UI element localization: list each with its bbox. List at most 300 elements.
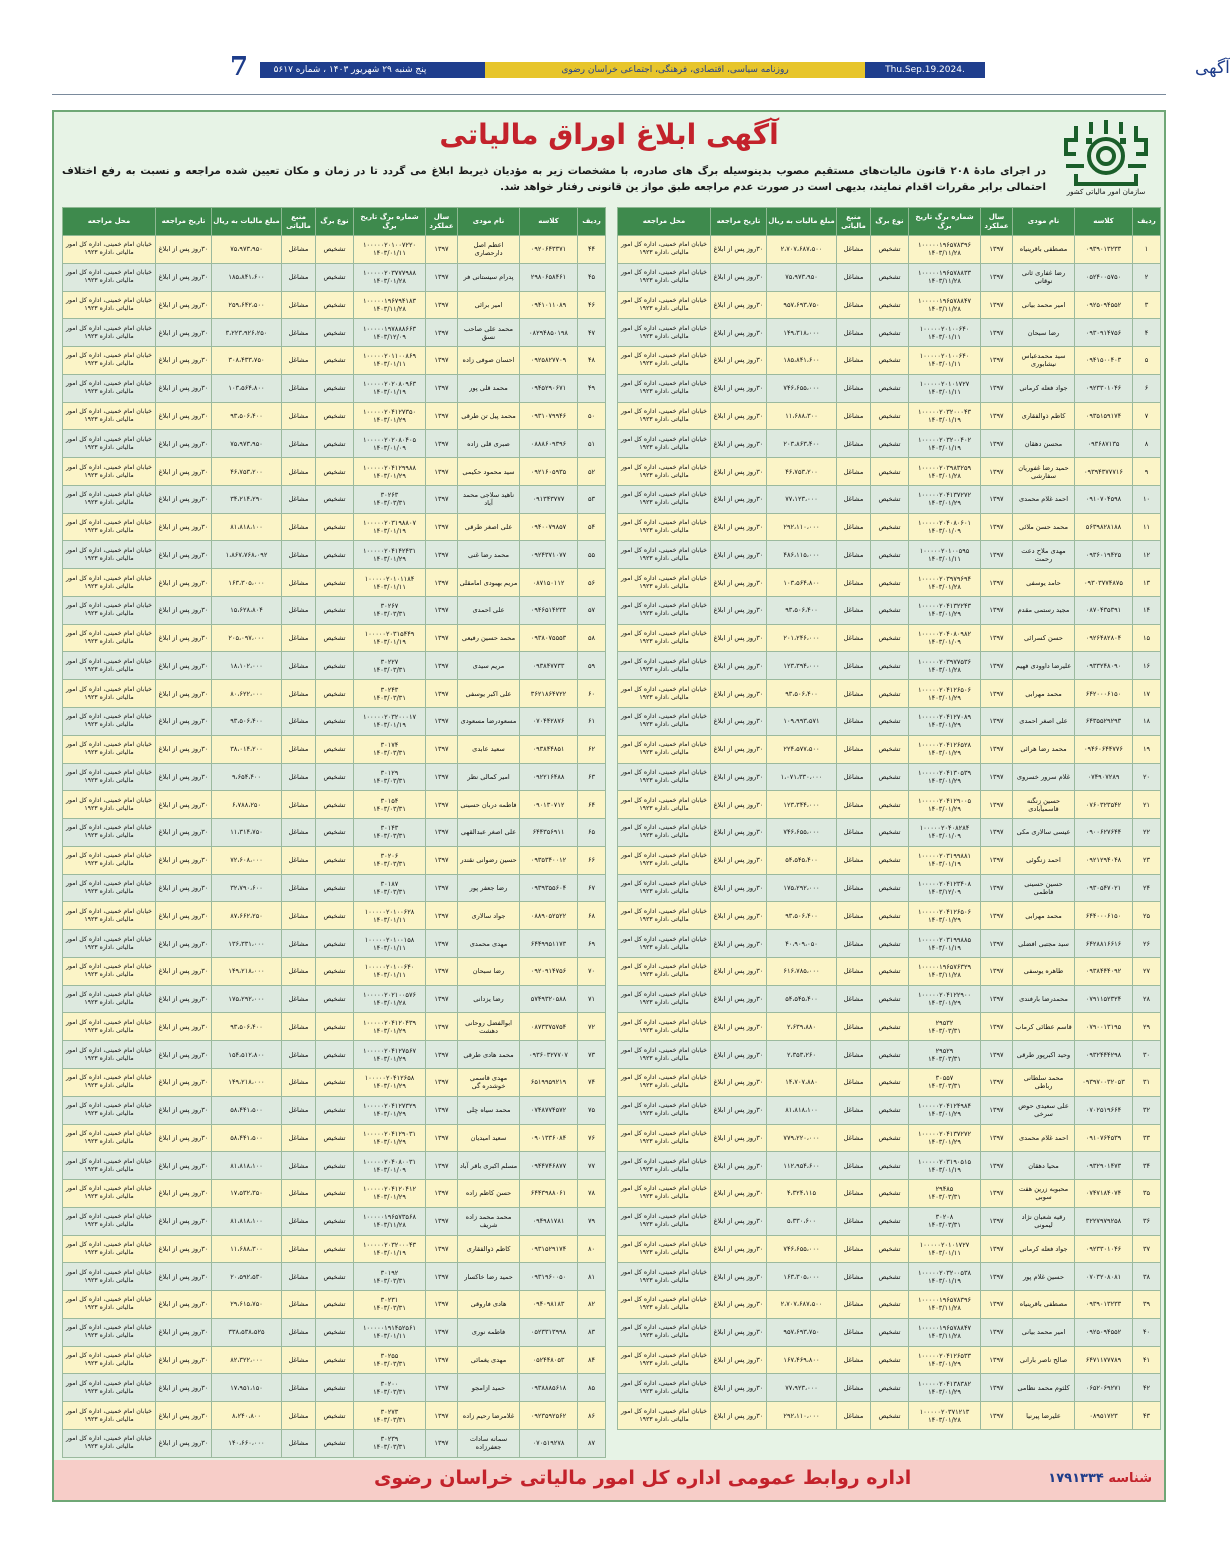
case-number: ۰۹۲۶۴۸۲۸۰۴ [1075, 624, 1133, 652]
fiscal-year: ۱۳۹۷ [981, 680, 1013, 708]
sheet-number: ۳۰۱۹۲ ۱۴۰۳/۰۳/۳۱ [354, 1263, 426, 1291]
sheet-type: تشخیص [316, 236, 354, 264]
table-row [63, 1263, 606, 1291]
visit-date: ۳۰روز پس از ابلاغ [156, 652, 212, 680]
fiscal-year: ۱۳۹۷ [426, 652, 458, 680]
tax-source: مشاغل [282, 1346, 316, 1374]
visit-date: ۳۰روز پس از ابلاغ [156, 458, 212, 486]
sheet-type: تشخیص [316, 1318, 354, 1346]
tax-amount: ۷۷،۹۲۳،۰۰۰ [767, 1374, 837, 1402]
visit-location: خیابان امام خمینی، اداره کل امور مالیاتی ،اداره ۱۹۲۳ [618, 791, 711, 819]
sheet-type: تشخیص [871, 569, 909, 597]
sheet-type: تشخیص [316, 319, 354, 347]
taxpayer-name: حسین رضوانی نقندر [458, 846, 520, 874]
taxpayer-name: علی احمدی [458, 596, 520, 624]
tax-source: مشاغل [837, 1374, 871, 1402]
sheet-number: ۱۰۰۰۰۰۲۰۱۰۰۱۵۸ ۱۴۰۳/۰۱/۱۱ [354, 930, 426, 958]
sheet-type: تشخیص [316, 1207, 354, 1235]
taxpayer-name: محمد حسین رفیعی [458, 624, 520, 652]
sheet-number: ۱۰۰۰۰۰۲۰۱۰۰۶۴۰ ۱۴۰۳/۰۱/۱۱ [909, 319, 981, 347]
sheet-number: ۱۰۰۰۰۰۲۰۴۱۲۷۰۸۹ ۱۴۰۳/۰۱/۲۹ [909, 708, 981, 736]
sheet-type: تشخیص [316, 1346, 354, 1374]
sheet-number: ۳۰۲۲۷ ۱۴۰۳/۰۳/۳۱ [354, 652, 426, 680]
table-row [618, 374, 1161, 402]
table-header [63, 208, 606, 236]
taxpayer-name: سعید امیدیان [458, 1124, 520, 1152]
table-body [63, 236, 606, 1458]
visit-location: خیابان امام خمینی، اداره کل امور مالیاتی ،اداره ۱۹۲۳ [63, 930, 156, 958]
tax-amount: ۸۲،۳۲۲،۰۰۰ [212, 1346, 282, 1374]
visit-location: خیابان امام خمینی، اداره کل امور مالیاتی ،اداره ۱۹۲۳ [618, 291, 711, 319]
tax-amount: ۴۶،۷۵۳،۲۰۰ [212, 458, 282, 486]
sheet-number: ۱۰۰۰۰۰۲۰۱۰۱۷۲۷ ۱۴۰۳/۰۱/۱۱ [909, 374, 981, 402]
table-row [618, 791, 1161, 819]
visit-location: خیابان امام خمینی، اداره کل امور مالیاتی ،اداره ۱۹۲۳ [618, 763, 711, 791]
table-row [618, 291, 1161, 319]
sheet-number: ۱۰۰۰۰۰۲۰۴۱۴۲۴۳۱ ۱۴۰۳/۰۱/۲۹ [354, 541, 426, 569]
table-row [618, 319, 1161, 347]
case-number: ۰۶۵۲۰۶۹۲۷۱ [1075, 1374, 1133, 1402]
sheet-number: ۱۰۰۰۰۰۱۹۶۵۷۸۳۹۶ ۱۴۰۳/۱۱/۲۸ [909, 236, 981, 264]
tax-source: مشاغل [282, 1263, 316, 1291]
table-row [63, 874, 606, 902]
sheet-type: تشخیص [316, 1013, 354, 1041]
visit-location: خیابان امام خمینی، اداره کل امور مالیاتی ،اداره ۱۹۲۳ [618, 1374, 711, 1402]
case-number: ۰۹۲۵۰۹۴۵۵۲ [1075, 1318, 1133, 1346]
tax-amount: ۸۱،۸۱۸،۱۰۰ [212, 1152, 282, 1180]
taxpayer-name: فاطمه نوری [458, 1318, 520, 1346]
case-number: ۰۹۰۱۳۳۶۰۸۴ [520, 1124, 578, 1152]
taxpayer-name: حسن کسرائی [1013, 624, 1075, 652]
row-number: ۷۱ [578, 985, 606, 1013]
tax-amount: ۶،۷۸۸،۲۵۰ [212, 791, 282, 819]
table-row [618, 624, 1161, 652]
sheet-number: ۱۰۰۰۰۰۲۰۴۱۲۰۴۱۲ ۱۴۰۳/۰۱/۲۹ [354, 1180, 426, 1208]
visit-location: خیابان امام خمینی، اداره کل امور مالیاتی ،اداره ۱۹۲۳ [63, 1041, 156, 1069]
row-number: ۳۸ [1133, 1263, 1161, 1291]
sheet-number: ۱۰۰۰۰۰۲۰۴۱۲۶۵۰۶ ۱۴۰۳/۰۱/۲۹ [909, 902, 981, 930]
fiscal-year: ۱۳۹۷ [426, 791, 458, 819]
visit-location: خیابان امام خمینی، اداره کل امور مالیاتی ،اداره ۱۹۲۳ [618, 402, 711, 430]
visit-date: ۳۰روز پس از ابلاغ [711, 1346, 767, 1374]
sheet-type: تشخیص [316, 402, 354, 430]
sheet-type: تشخیص [871, 1374, 909, 1402]
visit-date: ۳۰روز پس از ابلاغ [156, 624, 212, 652]
tax-amount: ۷۴۶،۶۵۵،۰۰۰ [767, 819, 837, 847]
taxpayer-name: جواد سالاری [458, 902, 520, 930]
row-number: ۷۲ [578, 1013, 606, 1041]
taxpayer-name: امیر محمد بیانی [1013, 291, 1075, 319]
tax-source: مشاغل [282, 458, 316, 486]
tax-amount: ۷۵،۹۷۳،۹۵۰ [212, 236, 282, 264]
visit-date: ۳۰روز پس از ابلاغ [711, 930, 767, 958]
table-row [618, 569, 1161, 597]
visit-date: ۳۰روز پس از ابلاغ [711, 1180, 767, 1208]
sheet-number: ۱۰۰۰۰۰۲۰۴۱۲۷۳۵۰ ۱۴۰۳/۰۱/۲۹ [354, 402, 426, 430]
tax-source: مشاغل [282, 541, 316, 569]
visit-location: خیابان امام خمینی، اداره کل امور مالیاتی ،اداره ۱۹۲۳ [63, 957, 156, 985]
tax-amount: ۱۵۴،۵۱۲،۸۰۰ [212, 1041, 282, 1069]
tax-source: مشاغل [282, 596, 316, 624]
fiscal-year: ۱۳۹۷ [426, 430, 458, 458]
tax-source: مشاغل [837, 596, 871, 624]
case-number: ۰۹۲۴۳۷۱۰۷۷ [520, 541, 578, 569]
tax-source: مشاغل [837, 1124, 871, 1152]
taxpayer-name: محیا دهقان [1013, 1152, 1075, 1180]
visit-date: ۳۰روز پس از ابلاغ [711, 985, 767, 1013]
case-number: ۶۴۳۵۵۲۹۲۹۳ [1075, 708, 1133, 736]
table-row [618, 652, 1161, 680]
column-header: تاریخ مراجعه [156, 208, 212, 236]
taxpayer-name: محمد مهرابی [1013, 902, 1075, 930]
tax-source: مشاغل [837, 1318, 871, 1346]
row-number: ۴ [1133, 319, 1161, 347]
case-number: ۰۹۲۳۳۰۱۰۴۶ [1075, 374, 1133, 402]
taxpayer-name: حسین زنگنه قاسمیآبادی [1013, 791, 1075, 819]
visit-date: ۳۰روز پس از ابلاغ [156, 1291, 212, 1319]
visit-date: ۳۰روز پس از ابلاغ [156, 708, 212, 736]
visit-date: ۳۰روز پس از ابلاغ [711, 791, 767, 819]
case-number: ۰۷۰۵۱۹۲۷۸ [520, 1429, 578, 1457]
sheet-type: تشخیص [871, 513, 909, 541]
visit-date: ۳۰روز پس از ابلاغ [156, 1429, 212, 1457]
row-number: ۶۱ [578, 708, 606, 736]
fiscal-year: ۱۳۹۷ [981, 985, 1013, 1013]
row-number: ۴۶ [578, 291, 606, 319]
fiscal-year: ۱۳۹۷ [981, 1041, 1013, 1069]
visit-date: ۳۰روز پس از ابلاغ [156, 485, 212, 513]
tax-source: مشاغل [282, 1318, 316, 1346]
footer-signature: اداره روابط عمومی اداره کل امور مالیاتی خراسان رضوی [374, 1467, 912, 1489]
fiscal-year: ۱۳۹۷ [981, 930, 1013, 958]
sheet-type: تشخیص [316, 569, 354, 597]
tax-amount: ۸۱،۸۱۸،۱۰۰ [212, 513, 282, 541]
tax-amount: ۳۰۸،۴۳۳،۷۵۰ [212, 347, 282, 375]
taxpayer-name: اعظم اصل دارحصاری [458, 236, 520, 264]
taxpayer-name: سید مجتبی افضلی [1013, 930, 1075, 958]
visit-date: ۳۰روز پس از ابلاغ [156, 291, 212, 319]
case-number: ۰۹۳۸۸۸۵۶۱۸ [520, 1374, 578, 1402]
row-number: ۷۹ [578, 1207, 606, 1235]
sheet-type: تشخیص [871, 291, 909, 319]
sheet-number: ۱۰۰۰۰۰۲۰۳۹۸۳۲۵۹ ۱۴۰۳/۰۱/۲۸ [909, 458, 981, 486]
visit-date: ۳۰روز پس از ابلاغ [711, 1013, 767, 1041]
taxpayer-name: مهدی یغمائی [458, 1346, 520, 1374]
row-number: ۹ [1133, 458, 1161, 486]
tax-source: مشاغل [837, 1346, 871, 1374]
fiscal-year: ۱۳۹۷ [981, 1124, 1013, 1152]
visit-location: خیابان امام خمینی، اداره کل امور مالیاتی ،اداره ۱۹۲۳ [618, 569, 711, 597]
taxpayer-name: محسن دهقان [1013, 430, 1075, 458]
row-number: ۵۲ [578, 458, 606, 486]
row-number: ۳۵ [1133, 1180, 1161, 1208]
case-number: ۰۹۴۱۰۱۱۰۸۹ [520, 291, 578, 319]
visit-location: خیابان امام خمینی، اداره کل امور مالیاتی ،اداره ۱۹۲۳ [618, 541, 711, 569]
taxpayer-name: علی اصغر طرقی [458, 513, 520, 541]
visit-location: خیابان امام خمینی، اداره کل امور مالیاتی ،اداره ۱۹۲۳ [63, 1318, 156, 1346]
visit-date: ۳۰روز پس از ابلاغ [156, 319, 212, 347]
row-number: ۲۵ [1133, 902, 1161, 930]
visit-location: خیابان امام خمینی، اداره کل امور مالیاتی ،اداره ۱۹۲۳ [63, 1152, 156, 1180]
row-number: ۳ [1133, 291, 1161, 319]
table-row [63, 1291, 606, 1319]
row-number: ۱۱ [1133, 513, 1161, 541]
taxpayer-name: علی اکبر یوسفی [458, 680, 520, 708]
table-row [63, 513, 606, 541]
sheet-number: ۱۰۰۰۰۰۲۰۴۰۸۰۶۰۱ ۱۴۰۳/۰۱/۰۹ [909, 513, 981, 541]
fiscal-year: ۱۳۹۷ [981, 291, 1013, 319]
row-number: ۲۹ [1133, 1013, 1161, 1041]
sheet-number: ۱۰۰۰۰۰۲۰۴۰۸۰۰۳۱ ۱۴۰۳/۰۱/۰۹ [354, 1152, 426, 1180]
fiscal-year: ۱۳۹۷ [981, 374, 1013, 402]
sheet-type: تشخیص [871, 1096, 909, 1124]
visit-location: خیابان امام خمینی، اداره کل امور مالیاتی ،اداره ۱۹۲۳ [63, 1096, 156, 1124]
sheet-type: تشخیص [316, 874, 354, 902]
case-number: ۰۹۳۹۷۰۰۳۲۰۵۳ [1075, 1068, 1133, 1096]
visit-location: خیابان امام خمینی، اداره کل امور مالیاتی ،اداره ۱۹۲۳ [63, 1180, 156, 1208]
taxpayer-name: احمد زنگوئی [1013, 846, 1075, 874]
fiscal-year: ۱۳۹۷ [426, 1180, 458, 1208]
notice-title: آگهی ابلاغ اوراق مالیاتی [439, 118, 779, 151]
fiscal-year: ۱۳۹۷ [426, 291, 458, 319]
tax-amount: ۷۷،۱۲۳،۰۰۰ [767, 485, 837, 513]
sheet-number: ۱۰۰۰۰۰۱۹۶۵۷۸۸۴۷ ۱۴۰۳/۱۱/۲۸ [909, 291, 981, 319]
fiscal-year: ۱۳۹۷ [426, 1402, 458, 1430]
visit-date: ۳۰روز پس از ابلاغ [711, 236, 767, 264]
fiscal-year: ۱۳۹۷ [426, 763, 458, 791]
tax-amount: ۳،۲۲۳،۹۲۶،۲۵۰ [212, 319, 282, 347]
fiscal-year: ۱۳۹۷ [981, 1068, 1013, 1096]
visit-location: خیابان امام خمینی، اداره کل امور مالیاتی ،اداره ۱۹۲۳ [63, 708, 156, 736]
sheet-number: ۱۰۰۰۰۰۲۰۳۱۹۹۸۸۱ ۱۴۰۳/۰۱/۱۹ [909, 846, 981, 874]
fiscal-year: ۱۳۹۷ [981, 1318, 1013, 1346]
case-number: ۰۹۳۹۴۳۷۷۷۱۶ [1075, 458, 1133, 486]
sheet-number: ۱۰۰۰۰۰۲۰۳۲۰۰۰۴۳ ۱۴۰۳/۰۱/۱۹ [909, 402, 981, 430]
visit-location: خیابان امام خمینی، اداره کل امور مالیاتی ،اداره ۱۹۲۳ [63, 596, 156, 624]
row-number: ۶۴ [578, 791, 606, 819]
taxpayer-name: جواد فعله کرمانی [1013, 374, 1075, 402]
visit-location: خیابان امام خمینی، اداره کل امور مالیاتی ،اداره ۱۹۲۳ [618, 596, 711, 624]
visit-location: خیابان امام خمینی، اداره کل امور مالیاتی ،اداره ۱۹۲۳ [63, 1013, 156, 1041]
tax-source: مشاغل [837, 1291, 871, 1319]
tax-amount: ۲۹۲،۱۱۰،۰۰۰ [767, 513, 837, 541]
taxpayer-name: رضا سبحان [1013, 319, 1075, 347]
row-number: ۶۶ [578, 846, 606, 874]
tax-amount: ۲،۶۳۹،۸۸۰ [767, 1013, 837, 1041]
visit-location: خیابان امام خمینی، اداره کل امور مالیاتی ،اداره ۱۹۲۳ [618, 874, 711, 902]
tax-source: مشاغل [282, 1041, 316, 1069]
taxpayer-name: احسان صوفی زاده [458, 347, 520, 375]
taxpayer-name: صالح ناصر بارانی [1013, 1346, 1075, 1374]
row-number: ۵۰ [578, 402, 606, 430]
row-number: ۳۴ [1133, 1152, 1161, 1180]
table-row [63, 791, 606, 819]
sheet-number: ۱۰۰۰۰۰۲۰۳۹۷۷۵۳۶ ۱۴۰۳/۰۱/۲۸ [909, 652, 981, 680]
tax-source: مشاغل [282, 513, 316, 541]
fiscal-year: ۱۳۹۷ [426, 957, 458, 985]
row-number: ۶۹ [578, 930, 606, 958]
taxpayer-name: رضا غفاری ثانی نوقانی [1013, 263, 1075, 291]
row-number: ۱۳ [1133, 569, 1161, 597]
tax-source: مشاغل [282, 1096, 316, 1124]
tax-amount: ۹۳،۵۰۶،۴۰۰ [767, 680, 837, 708]
sheet-number: ۳۰۲۰۸ ۱۴۰۳/۰۳/۳۱ [909, 1207, 981, 1235]
tax-amount: ۲۰،۵۹۲،۵۳۰ [212, 1263, 282, 1291]
tax-source: مشاغل [282, 1429, 316, 1457]
row-number: ۸۴ [578, 1346, 606, 1374]
table-row [63, 624, 606, 652]
column-header: تاریخ مراجعه [711, 208, 767, 236]
taxpayer-name: رضا جعفر پور [458, 874, 520, 902]
fiscal-year: ۱۳۹۷ [981, 763, 1013, 791]
taxpayer-name: رضا یزدانی [458, 985, 520, 1013]
visit-location: خیابان امام خمینی، اداره کل امور مالیاتی ،اداره ۱۹۲۳ [618, 347, 711, 375]
table-row [63, 1152, 606, 1180]
visit-location: خیابان امام خمینی، اداره کل امور مالیاتی ،اداره ۱۹۲۳ [63, 374, 156, 402]
column-header: ردیف [578, 208, 606, 236]
row-number: ۳۰ [1133, 1041, 1161, 1069]
table-row [618, 430, 1161, 458]
tax-amount: ۲۰۳،۸۶۳،۴۰۰ [767, 430, 837, 458]
sheet-type: تشخیص [316, 652, 354, 680]
header-bar-spacer [440, 62, 485, 78]
case-number: ۳۶۲۱۸۶۴۷۲۲ [520, 680, 578, 708]
fiscal-year: ۱۳۹۷ [426, 874, 458, 902]
fiscal-year: ۱۳۹۷ [426, 846, 458, 874]
tax-amount: ۱۰۳،۵۶۴،۸۰۰ [212, 374, 282, 402]
visit-date: ۳۰روز پس از ابلاغ [711, 1374, 767, 1402]
tax-amount: ۱۱،۳۱۴،۷۵۰ [212, 819, 282, 847]
visit-location: خیابان امام خمینی، اداره کل امور مالیاتی ،اداره ۱۹۲۳ [618, 985, 711, 1013]
column-header: سال عملکرد [981, 208, 1013, 236]
tax-source: مشاغل [837, 874, 871, 902]
table-row [63, 1124, 606, 1152]
case-number: ۰۹۱۳۴۳۷۷۷ [520, 485, 578, 513]
sheet-number: ۱۰۰۰۰۰۱۹۶۷۹۴۱۸۳ ۱۴۰۳/۱۱/۲۸ [354, 291, 426, 319]
sheet-number: ۳۰۱۴۳ ۱۴۰۳/۰۳/۳۱ [354, 819, 426, 847]
case-number: ۰۵۲۳۳۱۳۹۹۸ [520, 1318, 578, 1346]
tax-source: مشاغل [282, 1013, 316, 1041]
tax-amount: ۲،۷۰۷،۶۸۷،۵۰۰ [767, 236, 837, 264]
taxpayer-name: حسین غلام پور [1013, 1263, 1075, 1291]
visit-location: خیابان امام خمینی، اداره کل امور مالیاتی ،اداره ۱۹۲۳ [63, 569, 156, 597]
notice-id-label: شناسه [1108, 1471, 1152, 1486]
tax-amount: ۲،۳۵۳،۲۶۰ [767, 1041, 837, 1069]
fiscal-year: ۱۳۹۷ [981, 319, 1013, 347]
sheet-number: ۳۰۲۶۷ ۱۴۰۳/۰۳/۳۱ [354, 596, 426, 624]
fiscal-year: ۱۳۹۷ [426, 569, 458, 597]
case-number: ۰۹۳۵۱۵۹۱۷۴ [1075, 402, 1133, 430]
fiscal-year: ۱۳۹۷ [981, 263, 1013, 291]
row-number: ۶ [1133, 374, 1161, 402]
fiscal-year: ۱۳۹۷ [981, 1096, 1013, 1124]
tax-source: مشاغل [282, 236, 316, 264]
taxpayer-name: مصطفی باقرینیاه [1013, 1291, 1075, 1319]
sheet-type: تشخیص [871, 708, 909, 736]
sheet-type: تشخیص [871, 985, 909, 1013]
tax-source: مشاغل [282, 1374, 316, 1402]
fiscal-year: ۱۳۹۷ [426, 1096, 458, 1124]
visit-date: ۳۰روز پس از ابلاغ [711, 819, 767, 847]
taxpayer-name: علی اصغر عبدالقهی [458, 819, 520, 847]
sheet-number: ۱۰۰۰۰۰۱۹۷۸۸۸۶۶۳ ۱۴۰۳/۱۲/۰۹ [354, 319, 426, 347]
sheet-number: ۱۰۰۰۰۰۲۰۴۱۲۴۹۸۴ ۱۴۰۳/۰۱/۲۹ [909, 1096, 981, 1124]
visit-date: ۳۰روز پس از ابلاغ [711, 708, 767, 736]
sheet-type: تشخیص [316, 1152, 354, 1180]
tax-source: مشاغل [837, 347, 871, 375]
column-header: نام مودی [458, 208, 520, 236]
tax-amount: ۱۱،۶۸۸،۳۰۰ [767, 402, 837, 430]
column-header: مبلغ مالیات به ریال [212, 208, 282, 236]
case-number: ۶۴۴۳۹۸۸۰۶۱ [520, 1180, 578, 1208]
fiscal-year: ۱۳۹۷ [981, 1374, 1013, 1402]
fiscal-year: ۱۳۹۷ [981, 458, 1013, 486]
case-number: ۶۵۱۹۹۵۹۲۱۹ [520, 1068, 578, 1096]
tax-amount: ۱۵،۶۲۸،۸۰۴ [212, 596, 282, 624]
sheet-type: تشخیص [871, 846, 909, 874]
row-number: ۶۷ [578, 874, 606, 902]
tax-source: مشاغل [282, 819, 316, 847]
visit-location: خیابان امام خمینی، اداره کل امور مالیاتی ،اداره ۱۹۲۳ [618, 1263, 711, 1291]
column-header: سال عملکرد [426, 208, 458, 236]
tax-source: مشاغل [282, 652, 316, 680]
tax-source: مشاغل [837, 1068, 871, 1096]
taxpayer-name: قاسم عطائی کرماب [1013, 1013, 1075, 1041]
sheet-type: تشخیص [316, 846, 354, 874]
fiscal-year: ۱۳۹۷ [426, 513, 458, 541]
sheet-number: ۲۹۴۸۵ ۱۴۰۳/۰۳/۳۱ [909, 1180, 981, 1208]
table-row [63, 1318, 606, 1346]
visit-date: ۳۰روز پس از ابلاغ [711, 541, 767, 569]
sheet-type: تشخیص [871, 1124, 909, 1152]
visit-date: ۳۰روز پس از ابلاغ [711, 624, 767, 652]
tax-amount: ۸۷،۶۶۲،۲۵۰ [212, 902, 282, 930]
visit-date: ۳۰روز پس از ابلاغ [156, 1013, 212, 1041]
tax-source: مشاغل [837, 485, 871, 513]
tax-source: مشاغل [282, 735, 316, 763]
tax-amount: ۷۲،۶۰۸،۰۰۰ [212, 846, 282, 874]
tax-amount: ۹۵۷،۶۹۳،۷۵۰ [767, 291, 837, 319]
tax-source: مشاغل [282, 1152, 316, 1180]
visit-location: خیابان امام خمینی، اداره کل امور مالیاتی ،اداره ۱۹۲۳ [618, 1013, 711, 1041]
case-number: ۰۷۴۷۱۸۴۰۷۴ [1075, 1180, 1133, 1208]
tax-source: مشاغل [837, 1235, 871, 1263]
tax-source: مشاغل [837, 846, 871, 874]
case-number: ۰۹۲۵۸۲۷۷۰۹ [520, 347, 578, 375]
table-row [63, 1041, 606, 1069]
visit-location: خیابان امام خمینی، اداره کل امور مالیاتی ،اداره ۱۹۲۳ [618, 1346, 711, 1374]
row-number: ۵۶ [578, 569, 606, 597]
sheet-number: ۱۰۰۰۰۰۲۰۴۱۲۶۵۰۶ ۱۴۰۳/۰۱/۲۹ [909, 680, 981, 708]
row-number: ۲ [1133, 263, 1161, 291]
taxpayer-name: سید محمود حکیمی [458, 458, 520, 486]
column-header: منبع مالیاتی [282, 208, 316, 236]
sheet-number: ۱۰۰۰۰۰۲۰۴۱۲۷۳۲۹ ۱۴۰۳/۰۱/۲۹ [354, 1096, 426, 1124]
visit-date: ۳۰روز پس از ابلاغ [156, 819, 212, 847]
row-number: ۳۹ [1133, 1291, 1161, 1319]
case-number: ۶۴۲۰۰۰۶۱۵۰ [1075, 680, 1133, 708]
table-row [618, 263, 1161, 291]
visit-location: خیابان امام خمینی، اداره کل امور مالیاتی ،اداره ۱۹۲۳ [63, 819, 156, 847]
tax-source: مشاغل [837, 458, 871, 486]
row-number: ۷۶ [578, 1124, 606, 1152]
visit-location: خیابان امام خمینی، اداره کل امور مالیاتی ،اداره ۱۹۲۳ [63, 1124, 156, 1152]
row-number: ۸۵ [578, 1374, 606, 1402]
sheet-type: تشخیص [316, 624, 354, 652]
table-row [63, 708, 606, 736]
sheet-number: ۱۰۰۰۰۰۲۰۳۱۹۸۸۰۷ ۱۴۰۳/۰۱/۱۹ [354, 513, 426, 541]
row-number: ۷۴ [578, 1068, 606, 1096]
